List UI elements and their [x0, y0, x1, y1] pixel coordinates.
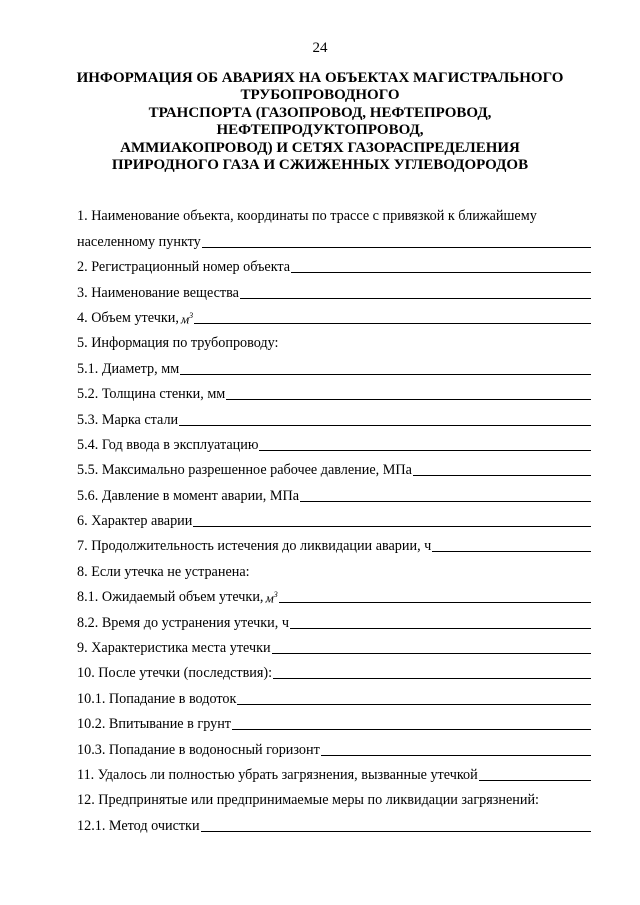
- title-line: ТРАНСПОРТА (ГАЗОПРОВОД, НЕФТЕПРОВОД,: [148, 104, 492, 121]
- form-row: [77, 454, 591, 479]
- blank-line[interactable]: [194, 323, 591, 324]
- field-label: 8.1. Ожидаемый объем утечки,: [77, 589, 264, 606]
- field-label: 10.2. Впитывание в грунт: [77, 716, 231, 733]
- field-label: 12.1. Метод очистки: [77, 817, 200, 834]
- form-row: [77, 581, 591, 606]
- blank-line[interactable]: [290, 628, 591, 629]
- title-line: НЕФТЕПРОДУКТОПРОВОД,: [216, 122, 424, 139]
- form-row: [77, 200, 591, 225]
- field-label: 5.3. Марка стали: [77, 411, 179, 428]
- field-label: 9. Характеристика места утечки: [77, 640, 271, 657]
- form-row: [77, 378, 591, 403]
- blank-line[interactable]: [279, 602, 591, 603]
- field-label: 1. Наименование объекта, координаты по трассе с привязкой к ближайшему: [77, 208, 537, 225]
- blank-line[interactable]: [237, 704, 591, 705]
- field-label: 10.3. Попадание в водоносный горизонт: [77, 741, 320, 758]
- form-row: [77, 302, 591, 327]
- field-label: 6. Характер аварии: [77, 513, 193, 530]
- form-row: [77, 505, 591, 530]
- field-label: 8. Если утечка не устранена:: [77, 563, 250, 580]
- document-title: [60, 70, 580, 174]
- blank-line[interactable]: [193, 526, 591, 527]
- form-row: [77, 555, 591, 580]
- field-label: населенному пункту: [77, 233, 201, 250]
- form-row: [77, 809, 591, 834]
- field-label: 12. Предпринятые или предпринимаемые меры по ликвидации загрязнений:: [77, 792, 539, 809]
- blank-line[interactable]: [259, 450, 591, 451]
- blank-line[interactable]: [300, 501, 591, 502]
- unit-label: $м^3$: [265, 589, 278, 606]
- form-row: [77, 759, 591, 784]
- form-row: [77, 327, 591, 352]
- field-label: 3. Наименование вещества: [77, 284, 239, 301]
- field-label: 5.6. Давление в момент аварии, МПа: [77, 487, 300, 504]
- blank-line[interactable]: [201, 831, 591, 832]
- form-row: [77, 632, 591, 657]
- form-row: [77, 657, 591, 682]
- field-label: 10. После утечки (последствия):: [77, 665, 273, 682]
- form-row: [77, 276, 591, 301]
- form-row: [77, 530, 591, 555]
- title-line: АММИАКОПРОВОД) И СЕТЯХ ГАЗОРАСПРЕДЕЛЕНИЯ: [120, 139, 520, 156]
- page-number: 24: [312, 40, 328, 56]
- field-label: 5.4. Год ввода в эксплуатацию: [77, 436, 259, 453]
- field-label: 4. Объем утечки,: [77, 309, 179, 326]
- field-label: 11. Удалось ли полностью убрать загрязнения, вызванные утечкой: [77, 766, 478, 783]
- blank-line[interactable]: [180, 374, 591, 375]
- blank-line[interactable]: [272, 653, 591, 654]
- field-label: 5.1. Диаметр, мм: [77, 360, 180, 377]
- blank-line[interactable]: [291, 272, 591, 273]
- field-label: 2. Регистрационный номер объекта: [77, 259, 291, 276]
- form-row: [77, 682, 591, 707]
- blank-line[interactable]: [232, 729, 591, 730]
- blank-line[interactable]: [432, 551, 591, 552]
- form-row: [77, 733, 591, 758]
- blank-line[interactable]: [179, 425, 591, 426]
- field-label: 5.2. Толщина стенки, мм: [77, 386, 226, 403]
- form-row: [77, 784, 591, 809]
- blank-line[interactable]: [321, 755, 591, 756]
- blank-line[interactable]: [226, 399, 591, 400]
- field-label: 8.2. Время до устранения утечки, ч: [77, 614, 289, 631]
- blank-line[interactable]: [240, 298, 591, 299]
- unit-label: $м^3$: [180, 310, 194, 326]
- form-row: [77, 352, 591, 377]
- blank-line[interactable]: [413, 475, 591, 476]
- field-label: 10.1. Попадание в водоток: [77, 690, 237, 707]
- blank-line[interactable]: [479, 780, 591, 781]
- blank-line[interactable]: [273, 678, 591, 679]
- title-line: ТРУБОПРОВОДНОГО: [240, 87, 400, 104]
- field-label: 5. Информация по трубопроводу:: [77, 335, 279, 352]
- form-row: [77, 225, 591, 250]
- form-row: [77, 429, 591, 454]
- field-label: 5.5. Максимально разрешенное рабочее давление, МПа: [77, 462, 412, 479]
- incident-form: [77, 200, 591, 835]
- title-line: ИНФОРМАЦИЯ ОБ АВАРИЯХ НА ОБЪЕКТАХ МАГИСТРАЛЬНОГО: [76, 70, 564, 86]
- title-line: ПРИРОДНОГО ГАЗА И СЖИЖЕННЫХ УГЛЕВОДОРОДОВ: [111, 157, 529, 174]
- form-row: [77, 479, 591, 504]
- field-label: 7. Продолжительность истечения до ликвидации аварии, ч: [77, 538, 432, 555]
- form-row: [77, 708, 591, 733]
- form-row: [77, 606, 591, 631]
- form-row: [77, 403, 591, 428]
- form-row: [77, 251, 591, 276]
- blank-line[interactable]: [202, 247, 591, 248]
